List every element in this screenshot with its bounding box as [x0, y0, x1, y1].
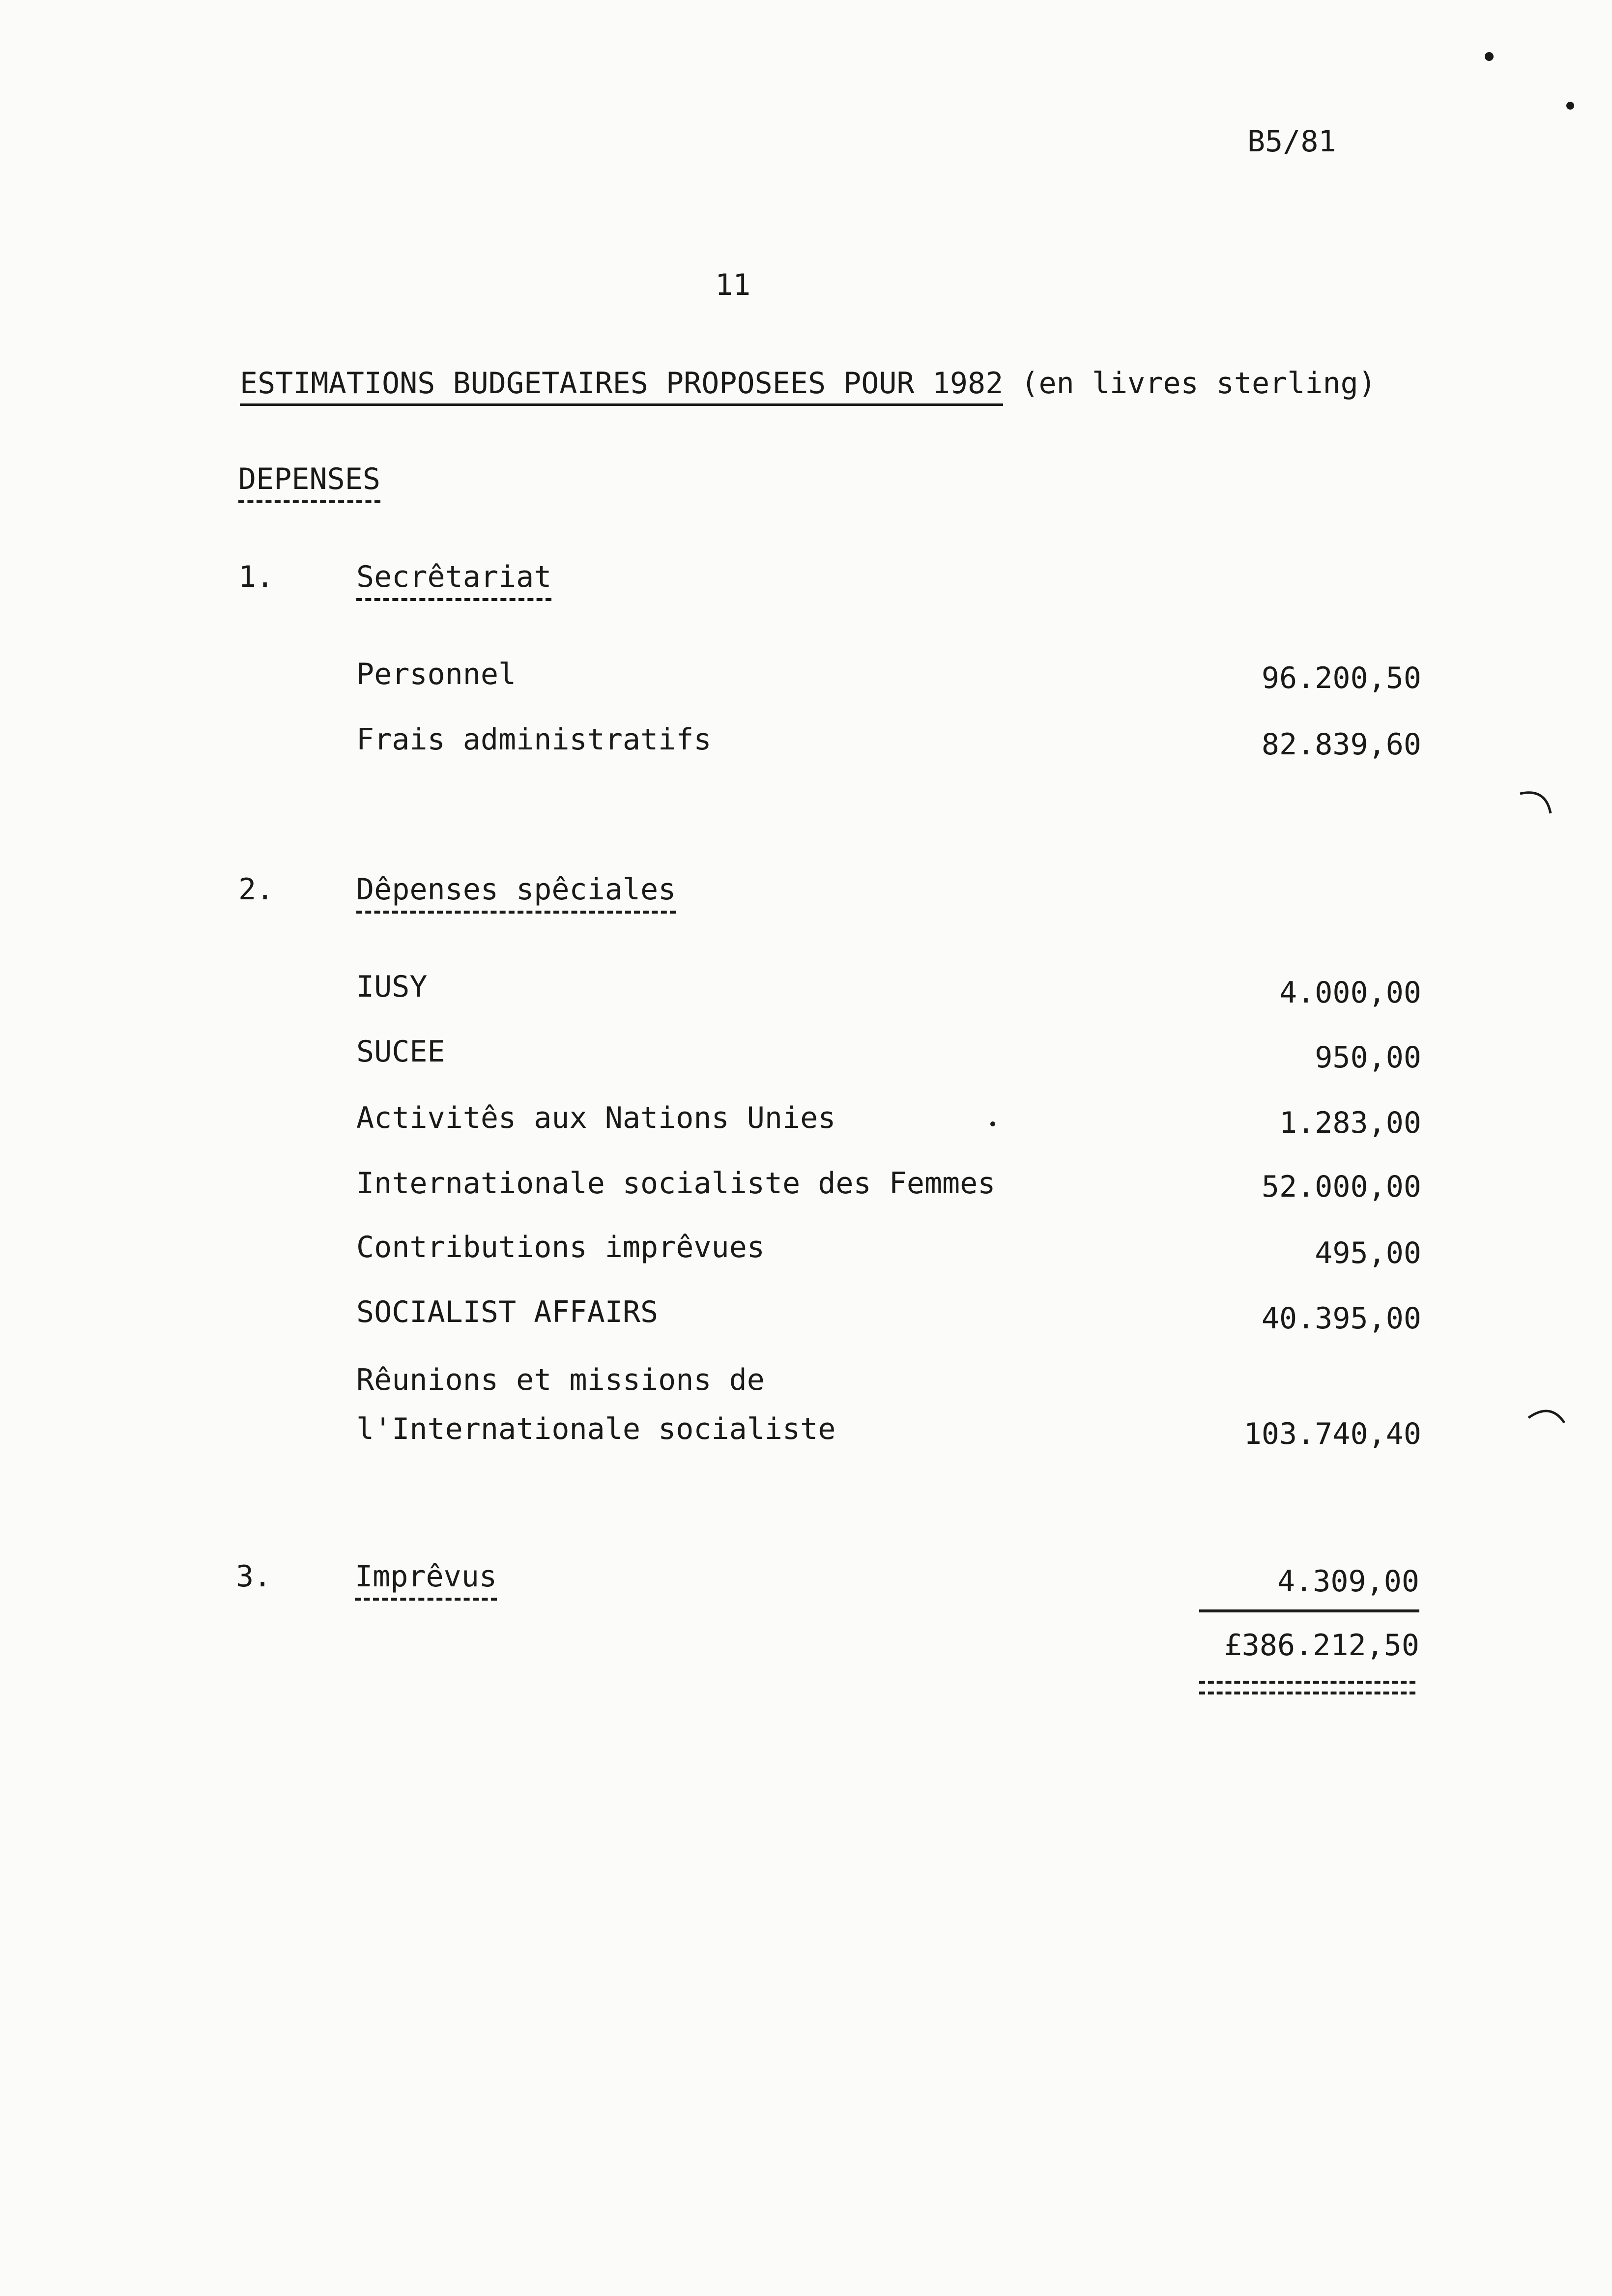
section-3-title-text: Imprêvus	[355, 1559, 497, 1601]
item-amount: 96.200,50	[1261, 661, 1421, 695]
item-amount: 40.395,00	[1261, 1301, 1421, 1336]
heading-depenses: DEPENSES	[238, 462, 380, 503]
scan-artifact-dot	[1479, 47, 1499, 66]
section-3-number: 3.	[236, 1559, 272, 1594]
page-number: 11	[715, 268, 751, 302]
document-title	[240, 366, 1376, 401]
item-amount: 4.309,00	[1277, 1564, 1419, 1599]
item-amount: 495,00	[1315, 1236, 1421, 1270]
section-2-title-text: Dêpenses spêciales	[356, 872, 676, 914]
item-amount: 52.000,00	[1261, 1170, 1421, 1204]
scan-artifact-dot	[1563, 91, 1578, 115]
total-double-underline-1	[1199, 1681, 1415, 1684]
scan-artifact-tick	[988, 1117, 998, 1131]
section-1-number: 1.	[238, 560, 274, 594]
item-label: Frais administratifs	[356, 722, 712, 757]
item-amount: 4.000,00	[1279, 976, 1421, 1010]
section-2-number: 2.	[238, 872, 274, 907]
total-double-underline-2	[1199, 1692, 1415, 1694]
item-amount: 82.839,60	[1261, 727, 1421, 762]
item-label: SOCIALIST AFFAIRS	[356, 1295, 659, 1329]
item-label: IUSY	[356, 970, 428, 1004]
item-amount: 103.740,40	[1243, 1417, 1421, 1451]
item-amount: 1.283,00	[1279, 1106, 1421, 1140]
item-label: Contributions imprêvues	[356, 1230, 765, 1264]
item-label: l'Internationale socialiste	[356, 1412, 836, 1446]
item-label: SUCEE	[356, 1034, 445, 1069]
title-suffix: (en livres sterling)	[1021, 366, 1376, 401]
section-3-title	[355, 1559, 497, 1594]
item-label: Personnel	[356, 657, 517, 691]
section-1-title-text: Secrêtariat	[356, 560, 551, 601]
scan-artifact-arc	[1516, 784, 1560, 823]
item-label: Rêunions et missions de	[356, 1363, 765, 1397]
item-amount: 950,00	[1315, 1040, 1421, 1075]
section-heading	[238, 464, 380, 494]
section-2-title	[356, 872, 676, 907]
total-amount: £386.212,50	[1224, 1628, 1419, 1663]
scan-artifact-arc	[1526, 1403, 1570, 1442]
total-rule	[1199, 1609, 1419, 1612]
section-1-title	[356, 562, 551, 592]
item-label: Internationale socialiste des Femmes	[356, 1166, 996, 1201]
document-reference: B5/81	[1247, 124, 1336, 159]
title-main: ESTIMATIONS BUDGETAIRES PROPOSEES POUR 1982	[240, 366, 1003, 406]
item-label: Activitês aux Nations Unies	[356, 1101, 836, 1135]
